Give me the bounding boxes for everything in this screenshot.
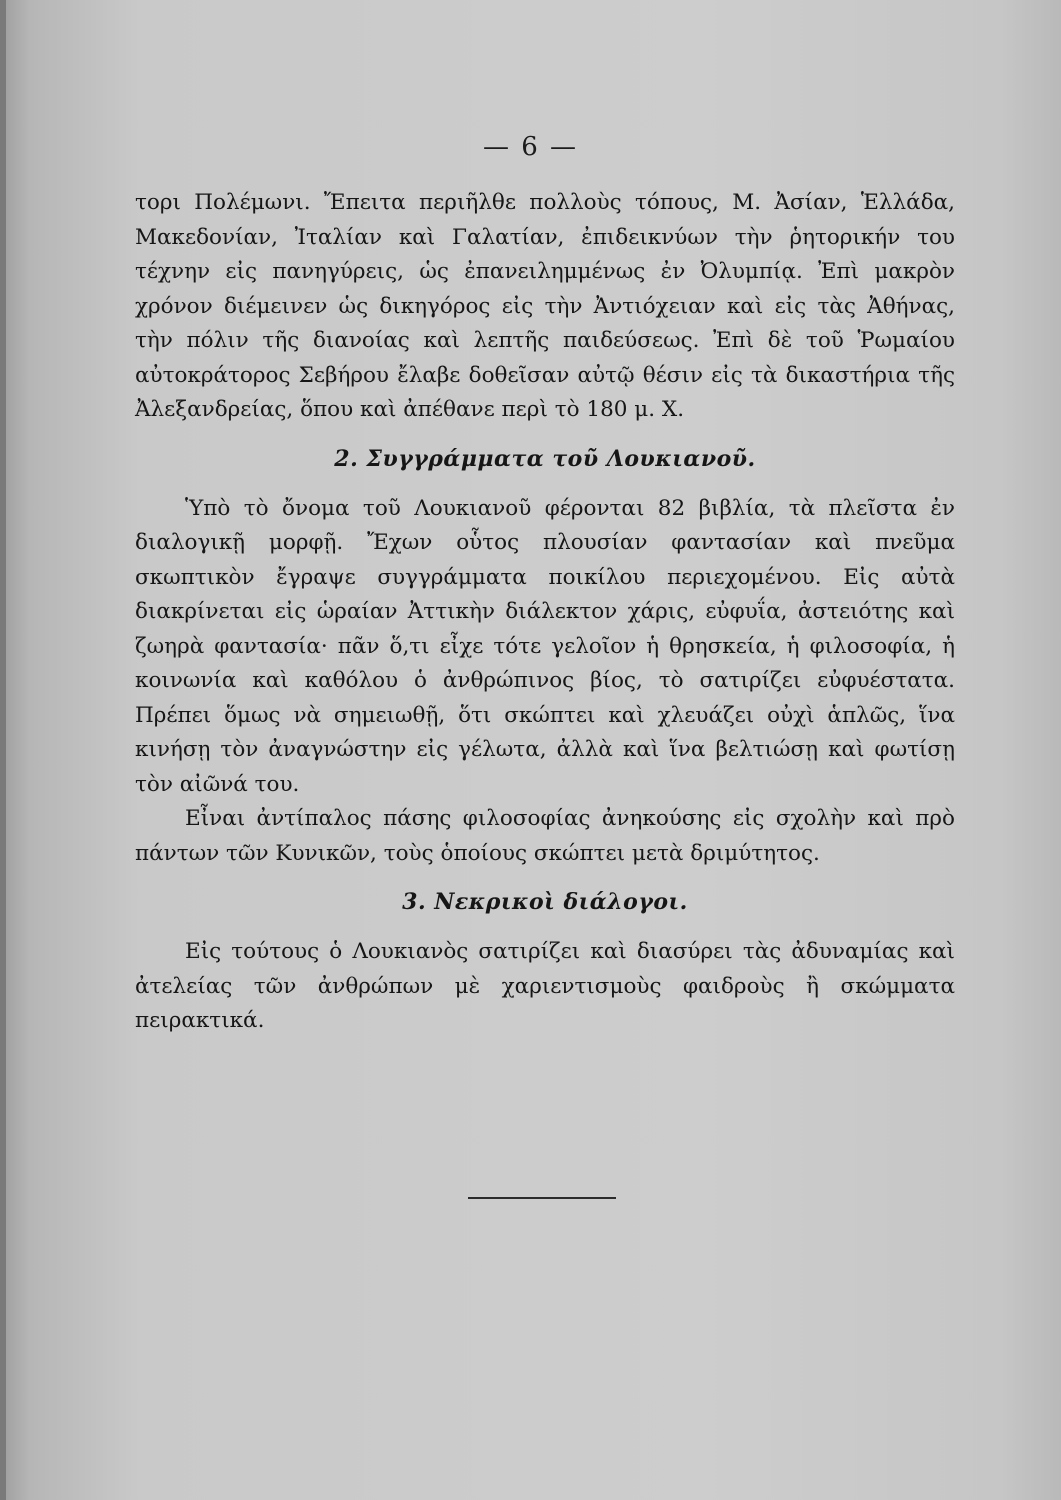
page-number: — 6 — — [482, 132, 579, 162]
page-body — [135, 186, 955, 1039]
closing-rule — [468, 1197, 616, 1199]
works-paragraph: Ὑπὸ τὸ ὄνομα τοῦ Λουκιανοῦ φέρονται 82 βιβλία, τὰ πλεῖστα ἐν διαλογικῇ μορφῇ. Ἔχων οὗτος πλουσίαν φαντασίαν καὶ πνεῦμα σκωπτικὸν ἔγραψε συγγράμματα ποικίλου περιεχομένου. Εἰς αὐτὰ διακρίνεται εἰς ὡραίαν Ἀττικὴν διάλεκτον χάρις, εὐφυΐα, ἀστειότης καὶ ζωηρὰ φαντασία· πᾶν ὅ,τι εἶχε τότε γελοῖον ἡ θρησκεία, ἡ φιλοσοφία, ἡ κοινωνία καὶ καθόλου ὁ ἀνθρώπινος βίος, τὸ σατιρίζει εὐφυέστατα. Πρέπει ὅμως νὰ σημειωθῇ, ὅτι σκώπτει καὶ χλευάζει οὐχὶ ἁπλῶς, ἵνα κινήσῃ τὸν ἀναγνώστην εἰς γέλωτα, ἀλλὰ καὶ ἵνα βελτιώσῃ καὶ φωτίσῃ τὸν αἰῶνά του. — [135, 495, 955, 797]
intro-paragraph: τορι Πολέμωνι. Ἔπειτα περιῆλθε πολλοὺς τόπους, Μ. Ἀσίαν, Ἑλλάδα, Μακεδονίαν, Ἰταλίαν καὶ Γαλατίαν, ἐπιδεικνύων τὴν ῥητορικήν του τέχνην εἰς πανηγύρεις, ὡς ἐπανειλημμένως ἐν Ὀλυμπίᾳ. Ἐπὶ μακρὸν χρόνον διέμεινεν ὡς δικηγόρος εἰς τὴν Ἀντιόχειαν καὶ εἰς τὰς Ἀθήνας, τὴν πόλιν τῆς διανοίας καὶ λεπτῆς παιδεύσεως. Ἐπὶ δὲ τοῦ Ῥωμαίου αὐτοκράτορος Σεβήρου ἔλαβε δοθεῖσαν αὐτῷ θέσιν εἰς τὰ δικαστήρια τῆς Ἀλεξανδρείας, ὅπου καὶ ἀπέθανε περὶ τὸ 180 μ. Χ. — [135, 190, 955, 422]
dialogues-paragraph: Εἰς τούτους ὁ Λουκιανὸς σατιρίζει καὶ διασύρει τὰς ἀδυναμίας καὶ ἀτελείας τῶν ἀνθρώπων μὲ χαριεντισμοὺς φαιδροὺς ἢ σκώμματα πειρακτικά. — [135, 939, 955, 1033]
works-paragraph-continued: Εἶναι ἀντίπαλος πάσης φιλοσοφίας ἀνηκούσης εἰς σχολὴν καὶ πρὸ πάντων τῶν Κυνικῶν, τοὺς ὁποίους σκώπτει μετὰ δριμύτητος. — [135, 806, 955, 866]
page-binding-edge — [0, 0, 6, 1500]
section-heading-dialogues: 3. Νεκρικοὶ διάλογοι. — [402, 889, 688, 915]
section-heading-works: 2. Συγγράμματα τοῦ Λουκιανοῦ. — [334, 445, 756, 472]
